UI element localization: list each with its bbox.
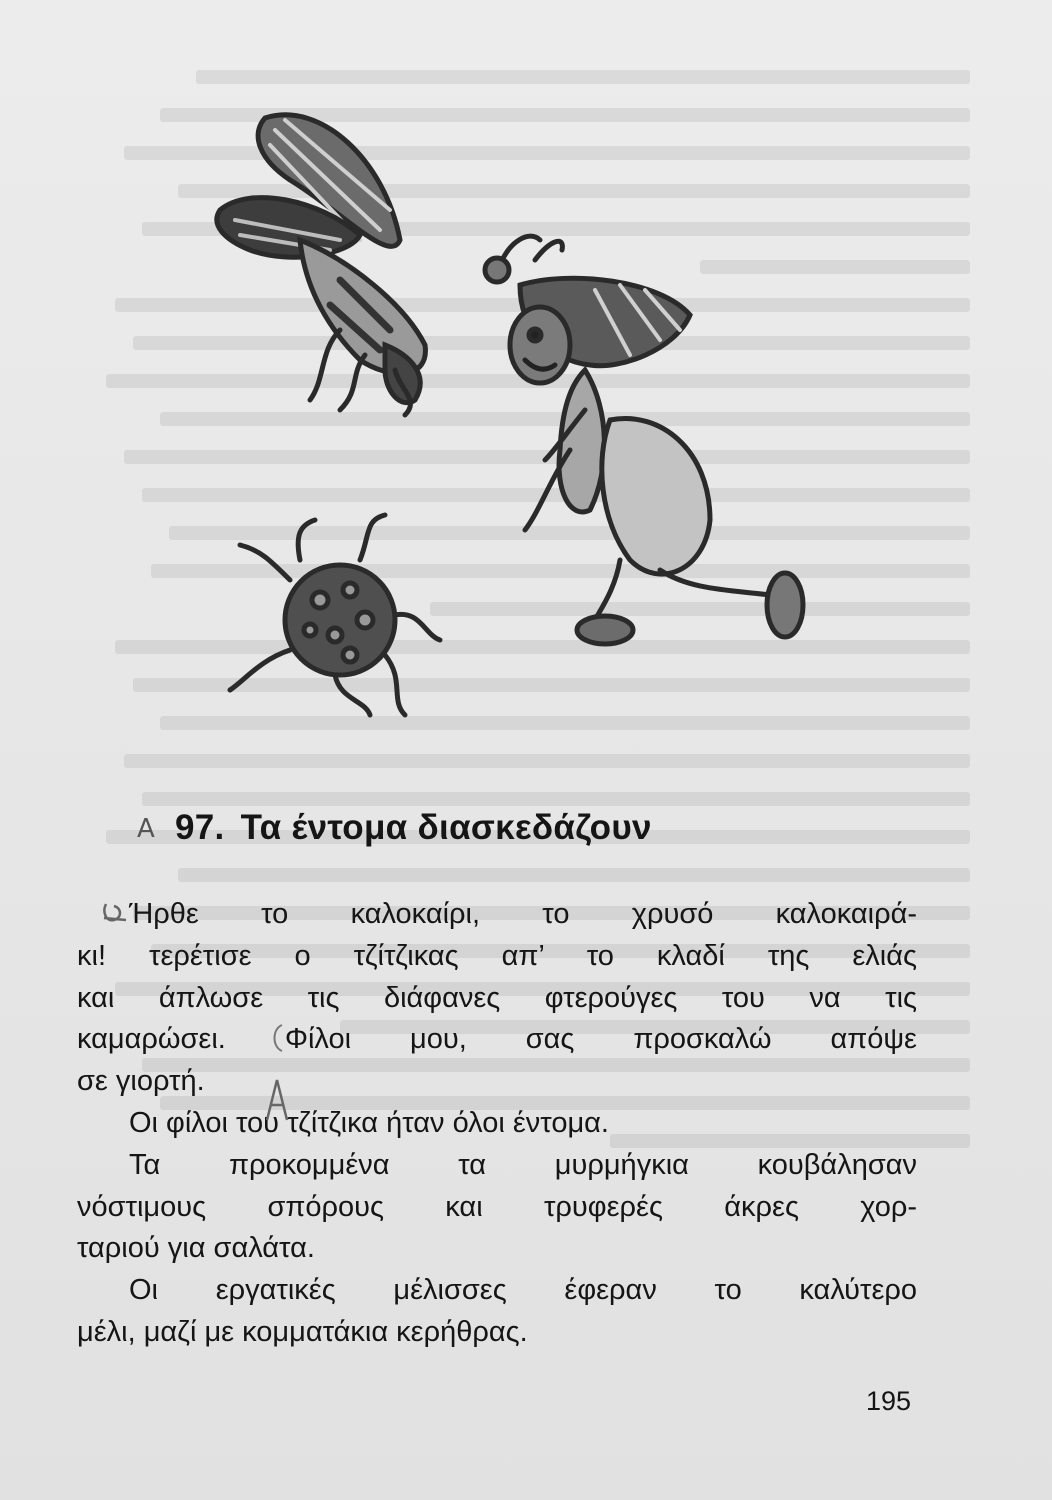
- lesson-title: [137, 808, 652, 848]
- lesson-body-text: [77, 894, 917, 1354]
- insects-illustration: [190, 90, 830, 730]
- lesson-title-text: Τα έντομα διασκεδάζουν: [240, 808, 652, 847]
- text-line: καμαρώσει. Φίλοι μου, σας προσκαλώ απόψε: [77, 1023, 917, 1056]
- text-line: μέλι, μαζί με κομματάκια κερήθρας.: [77, 1315, 528, 1348]
- text-line: Οι εργατικές μέλισσες έφεραν το καλύτερο: [129, 1274, 917, 1307]
- text-line: νόστιμους σπόρους και τρυφερές άκρες χορ-: [77, 1190, 917, 1223]
- handwritten-mark-a-icon: A: [137, 814, 156, 844]
- text-line: ταριού για σαλάτα.: [77, 1232, 315, 1265]
- text-line: σε γιορτή.: [77, 1065, 205, 1098]
- text-line: και άπλωσε τις διάφανες φτερούγες του να τις: [77, 981, 917, 1014]
- text-line: Ήρθε το καλοκαίρι, το χρυσό καλοκαιρά-: [129, 898, 917, 930]
- page-number: 195: [866, 1386, 912, 1416]
- lesson-number: 97.: [175, 808, 225, 847]
- handwritten-mark-icon: [268, 1023, 286, 1053]
- text-line: Οι φίλοι του τζίτζικα ήταν όλοι έντομα.: [129, 1106, 609, 1139]
- cicada-drawing-icon: [485, 236, 803, 644]
- bee-drawing-icon: [217, 115, 426, 415]
- text-line: Τα προκομμένα τα μυρμήγκια κουβάλησαν: [129, 1148, 917, 1181]
- handwritten-mark-icon: [100, 900, 130, 928]
- bug-drawing-icon: [230, 515, 440, 715]
- text-line: κι! τερέτισε ο τζίτζικας απ’ το κλαδί της ελιάς: [77, 939, 917, 972]
- handwritten-mark-a-icon: [262, 1075, 292, 1125]
